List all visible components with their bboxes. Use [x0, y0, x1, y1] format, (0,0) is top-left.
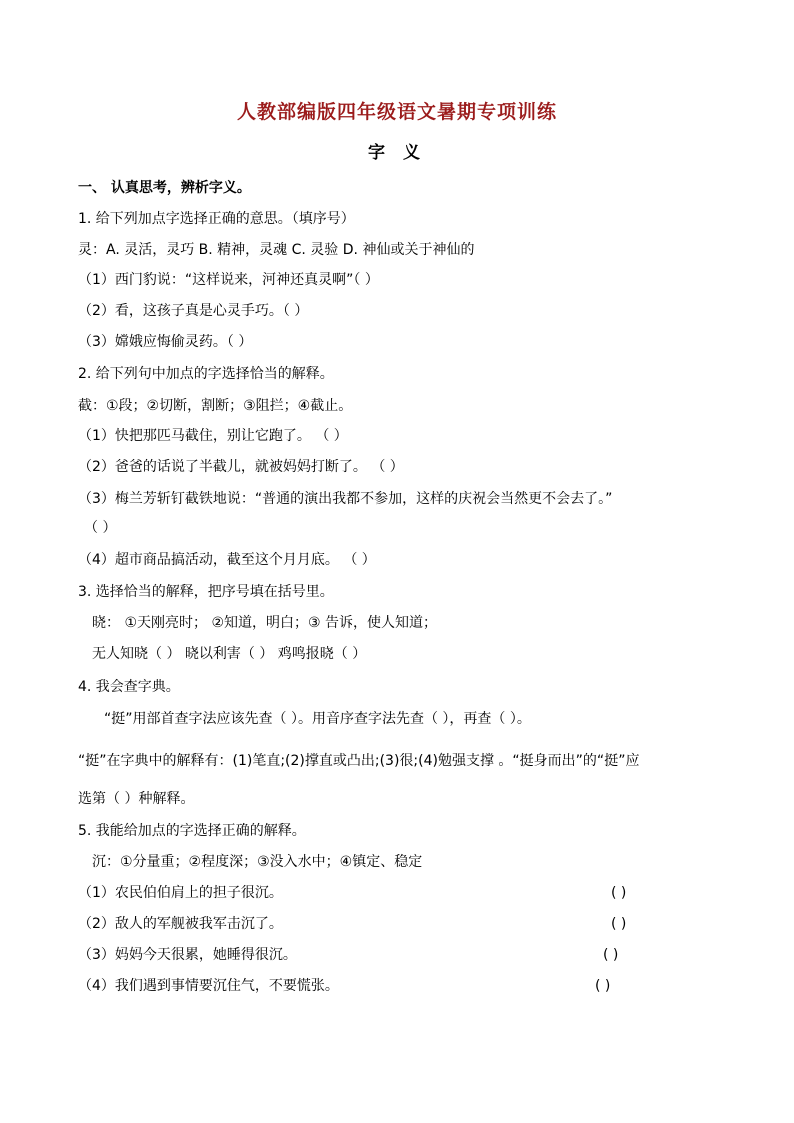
question-1-heading: 1. 给下列加点字选择正确的意思。（填序号）	[78, 211, 355, 227]
question-1-item: （2）看，这孩子真是心灵手巧。（ ）	[78, 303, 309, 319]
question-4-heading: 4. 我会查字典。	[78, 679, 180, 695]
question-5-item: （3）妈妈今天很累，她睡得很沉。	[78, 947, 297, 963]
question-1-item: （3）嫦娥应悔偷灵药。（ ）	[78, 334, 253, 350]
answer-blank: ( )	[611, 916, 627, 932]
question-1-options: 灵：A. 灵活，灵巧 B. 精神，灵魂 C. 灵验 D. 神仙或关于神仙的	[78, 242, 475, 258]
question-1-item: （1）西门豹说：“这样说来，河神还真灵啊”（ ）	[78, 272, 379, 288]
answer-blank: ( )	[595, 978, 611, 994]
question-2-item: （1）快把那匹马截住，别让它跑了。 （ ）	[78, 428, 348, 444]
question-3-heading: 3. 选择恰当的解释，把序号填在括号里。	[78, 584, 334, 600]
question-5-options: 沉：①分量重；②程度深；③没入水中；④镇定、稳定	[92, 854, 423, 870]
question-5-item: （4）我们遇到事情要沉住气，不要慌张。	[78, 978, 339, 994]
question-4-line: “挺”用部首查字法应该先查（ ）。用音序查字法先查（ ），再查（ ）。	[104, 711, 531, 727]
answer-blank: ( )	[611, 885, 627, 901]
question-2-item-blank: （ ）	[84, 520, 117, 536]
question-2-item: （3）梅兰芳斩钉截铁地说：“普通的演出我都不参加，这样的庆祝会当然更不会去了。”	[78, 491, 613, 507]
section-heading: 一、 认真思考，辨析字义。	[78, 180, 251, 196]
question-5-heading: 5. 我能给加点的字选择正确的解释。	[78, 823, 306, 839]
question-2-item: （4）超市商品搞活动，截至这个月月底。 （ ）	[78, 552, 376, 568]
question-2-options: 截：①段；②切断，割断；③阻拦；④截止。	[78, 398, 353, 414]
page-subtitle: 字 义	[368, 143, 426, 163]
question-3-options: 晓： ①天刚亮时； ②知道，明白；③ 告诉，使人知道；	[92, 615, 438, 631]
question-5-item: （2）敌人的军舰被我军击沉了。	[78, 916, 283, 932]
answer-blank: ( )	[603, 947, 619, 963]
question-2-heading: 2. 给下列句中加点的字选择恰当的解释。	[78, 366, 334, 382]
page-title: 人教部编版四年级语文暑期专项训练	[236, 101, 557, 123]
question-5-item: （1）农民伯伯肩上的担子很沉。	[78, 885, 283, 901]
question-3-items: 无人知晓（ ） 晓以利害（ ） 鸡鸣报晓（ ）	[92, 646, 367, 662]
question-4-line: 选第（ ）种解释。	[78, 791, 195, 807]
question-4-line: “挺”在字典中的解释有：(1)笔直;(2)撑直或凸出;(3)很;(4)勉强支撑 。“挺身而出”的“挺”应	[78, 753, 640, 769]
question-2-item: （2）爸爸的话说了半截儿，就被妈妈打断了。 （ ）	[78, 459, 404, 475]
